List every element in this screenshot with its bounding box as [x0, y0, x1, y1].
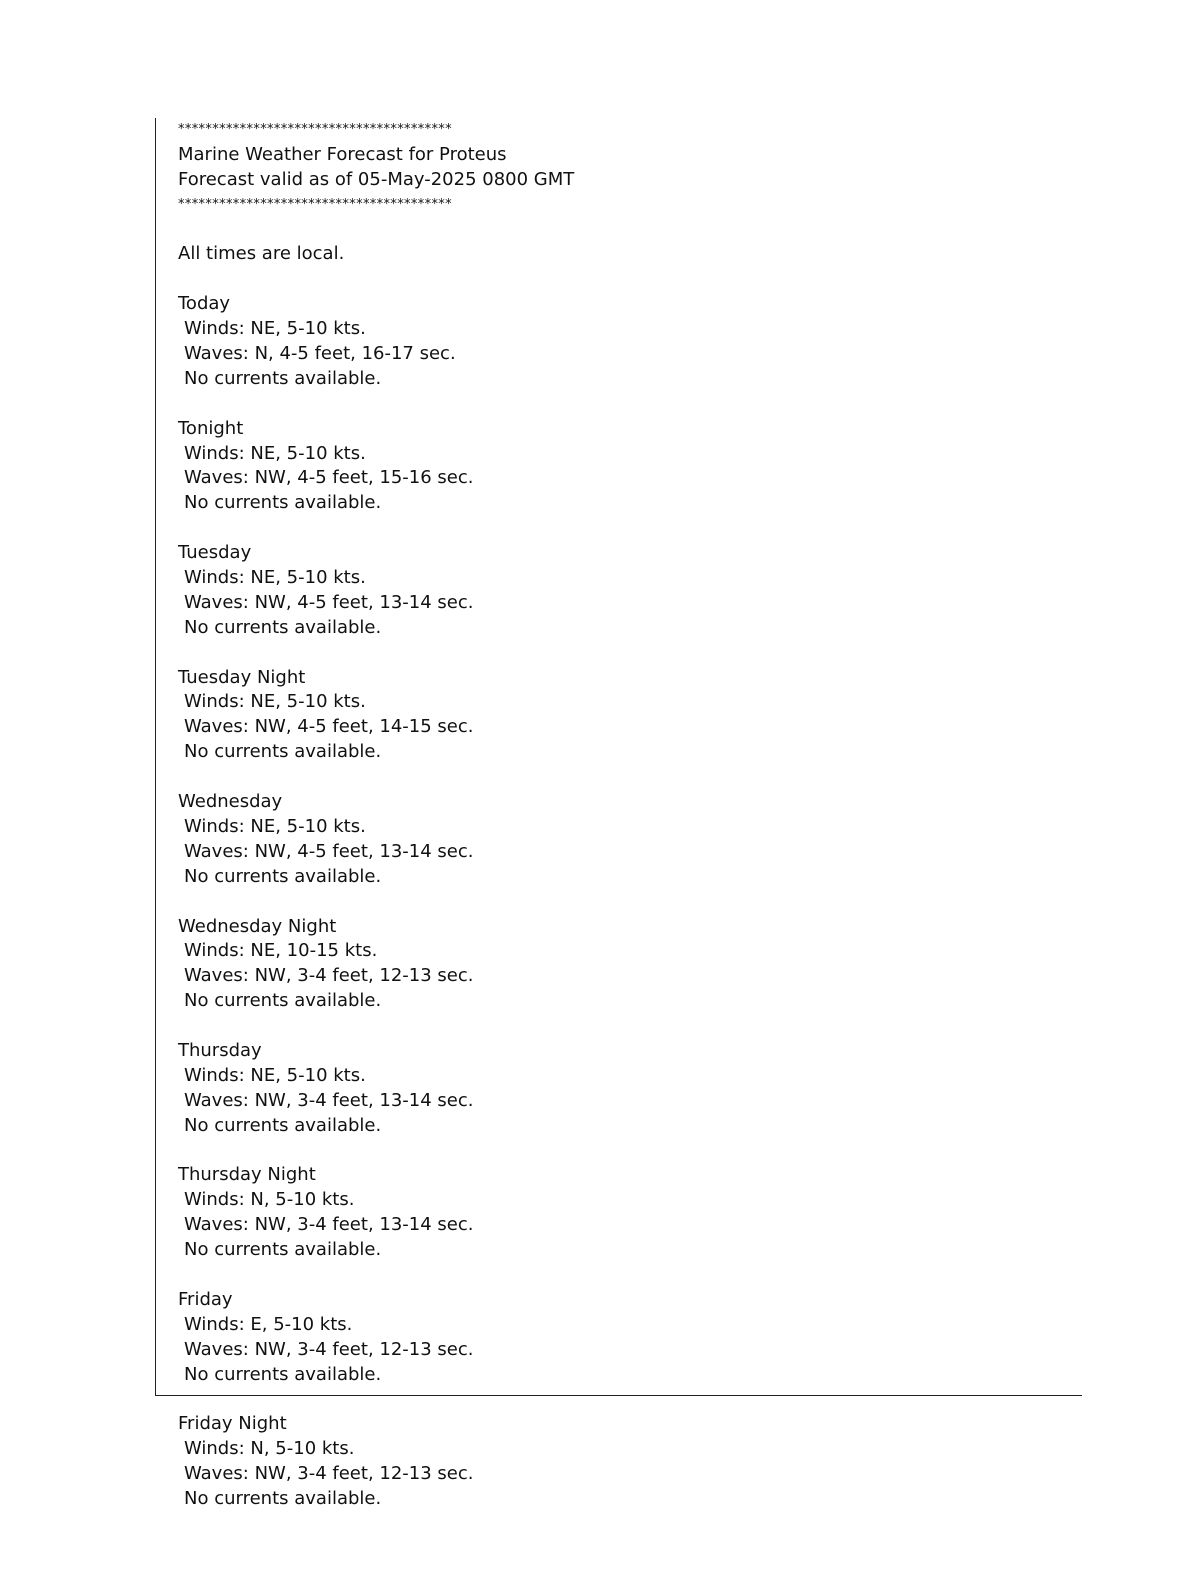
forecast-title: Marine Weather Forecast for Proteus — [178, 143, 507, 165]
period-winds: Winds: NE, 5-10 kts. — [184, 442, 366, 464]
period-winds: Winds: NE, 5-10 kts. — [184, 691, 366, 713]
period-winds: Winds: NE, 10-15 kts. — [184, 940, 378, 962]
period-currents: No currents available. — [184, 990, 382, 1012]
period-currents: No currents available. — [184, 741, 382, 763]
period-name: Wednesday Night — [178, 915, 337, 937]
period-winds: Winds: NE, 5-10 kts. — [184, 567, 366, 589]
period-currents: No currents available. — [184, 1114, 382, 1136]
period-waves: Waves: NW, 3-4 feet, 13-14 sec. — [184, 1214, 474, 1236]
spacer — [178, 1263, 574, 1288]
period-winds: Winds: N, 5-10 kts. — [184, 1189, 355, 1211]
period-block — [178, 915, 574, 1039]
forecast-text — [178, 118, 574, 1512]
header-stars-bottom: **************************************** — [178, 196, 452, 212]
period-winds: Winds: E, 5-10 kts. — [184, 1313, 353, 1335]
period-block — [178, 1039, 574, 1163]
period-block — [178, 417, 574, 541]
spacer — [178, 765, 574, 790]
spacer — [178, 890, 574, 915]
spacer — [178, 392, 574, 417]
period-name: Friday Night — [178, 1413, 287, 1435]
left-border-line — [155, 118, 156, 1396]
period-currents: No currents available. — [184, 865, 382, 887]
period-waves: Waves: N, 4-5 feet, 16-17 sec. — [184, 343, 456, 365]
period-block — [178, 666, 574, 790]
period-name: Thursday Night — [178, 1164, 316, 1186]
period-block — [178, 1412, 574, 1512]
forecast-valid-time: Forecast valid as of 05-May-2025 0800 GMT — [178, 168, 575, 190]
period-name: Tuesday — [178, 542, 252, 564]
spacer — [178, 1014, 574, 1039]
period-currents: No currents available. — [184, 1239, 382, 1261]
period-block — [178, 790, 574, 914]
period-waves: Waves: NW, 4-5 feet, 15-16 sec. — [184, 467, 474, 489]
times-note: All times are local. — [178, 243, 345, 265]
spacer — [178, 641, 574, 666]
period-block — [178, 292, 574, 416]
period-winds: Winds: NE, 5-10 kts. — [184, 815, 366, 837]
spacer — [178, 1387, 574, 1412]
period-currents: No currents available. — [184, 616, 382, 638]
period-waves: Waves: NW, 4-5 feet, 13-14 sec. — [184, 591, 474, 613]
period-currents: No currents available. — [184, 1487, 382, 1509]
period-block — [178, 541, 574, 665]
period-waves: Waves: NW, 3-4 feet, 12-13 sec. — [184, 965, 474, 987]
period-winds: Winds: NE, 5-10 kts. — [184, 318, 366, 340]
period-name: Tonight — [178, 417, 244, 439]
spacer — [178, 218, 574, 243]
period-waves: Waves: NW, 3-4 feet, 13-14 sec. — [184, 1089, 474, 1111]
header-stars-top: **************************************** — [178, 122, 452, 137]
period-name: Tuesday Night — [178, 666, 306, 688]
spacer — [178, 1139, 574, 1164]
period-winds: Winds: NE, 5-10 kts. — [184, 1064, 366, 1086]
period-name: Today — [178, 293, 231, 315]
spacer — [178, 267, 574, 292]
period-currents: No currents available. — [184, 492, 382, 514]
period-name: Wednesday — [178, 791, 283, 813]
spacer — [178, 516, 574, 541]
period-name: Friday — [178, 1288, 233, 1310]
period-winds: Winds: N, 5-10 kts. — [184, 1438, 355, 1460]
period-waves: Waves: NW, 4-5 feet, 13-14 sec. — [184, 840, 474, 862]
period-waves: Waves: NW, 3-4 feet, 12-13 sec. — [184, 1463, 474, 1485]
period-block — [178, 1288, 574, 1412]
period-name: Thursday — [178, 1039, 262, 1061]
period-waves: Waves: NW, 3-4 feet, 12-13 sec. — [184, 1338, 474, 1360]
period-currents: No currents available. — [184, 367, 382, 389]
period-waves: Waves: NW, 4-5 feet, 14-15 sec. — [184, 716, 474, 738]
period-block — [178, 1163, 574, 1287]
period-currents: No currents available. — [184, 1363, 382, 1385]
